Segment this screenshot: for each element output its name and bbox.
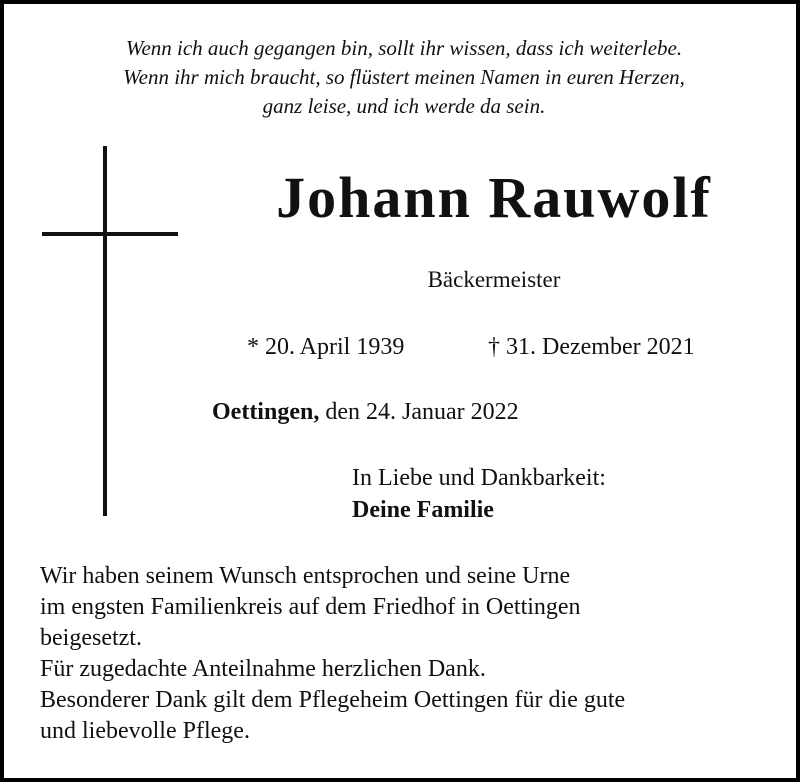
family-signature: Deine Familie <box>352 497 494 523</box>
signoff-line: In Liebe und Dankbarkeit: <box>352 465 606 491</box>
cross-icon-horizontal-bar <box>42 232 178 236</box>
closing-line-2: im engsten Familienkreis auf dem Friedhof in Oettingen <box>40 594 581 620</box>
closing-line-3: beigesetzt. <box>40 625 142 651</box>
quote-line-1: Wenn ich auch gegangen bin, sollt ihr wissen, dass ich weiterlebe. <box>125 36 683 60</box>
closing-line-5: Besonderer Dank gilt dem Pflegeheim Oettingen für die gute <box>40 687 626 713</box>
memorial-quote <box>24 34 784 121</box>
closing-line-1: Wir haben seinem Wunsch entsprochen und seine Urne <box>40 563 571 589</box>
place-and-date <box>212 396 519 428</box>
signoff <box>352 462 606 526</box>
closing-line-4: Für zugedachte Anteilnahme herzlichen Dank. <box>40 656 486 682</box>
death-date: † 31. Dezember 2021 <box>488 334 695 360</box>
cross-icon-vertical-bar <box>103 146 107 516</box>
quote-line-3: ganz leise, und ich werde da sein. <box>262 94 546 118</box>
deceased-name: Johann Rauwolf <box>276 165 712 230</box>
notice-date: den 24. Januar 2022 <box>325 399 519 425</box>
closing-text <box>40 561 780 747</box>
closing-line-6: und liebevolle Pflege. <box>40 718 250 744</box>
birth-date: * 20. April 1939 <box>247 334 405 360</box>
place-name: Oettingen, <box>212 399 320 425</box>
quote-line-2: Wenn ihr mich braucht, so flüstert meinen Namen in euren Herzen, <box>123 65 685 89</box>
deceased-profession: Bäckermeister <box>427 267 561 292</box>
